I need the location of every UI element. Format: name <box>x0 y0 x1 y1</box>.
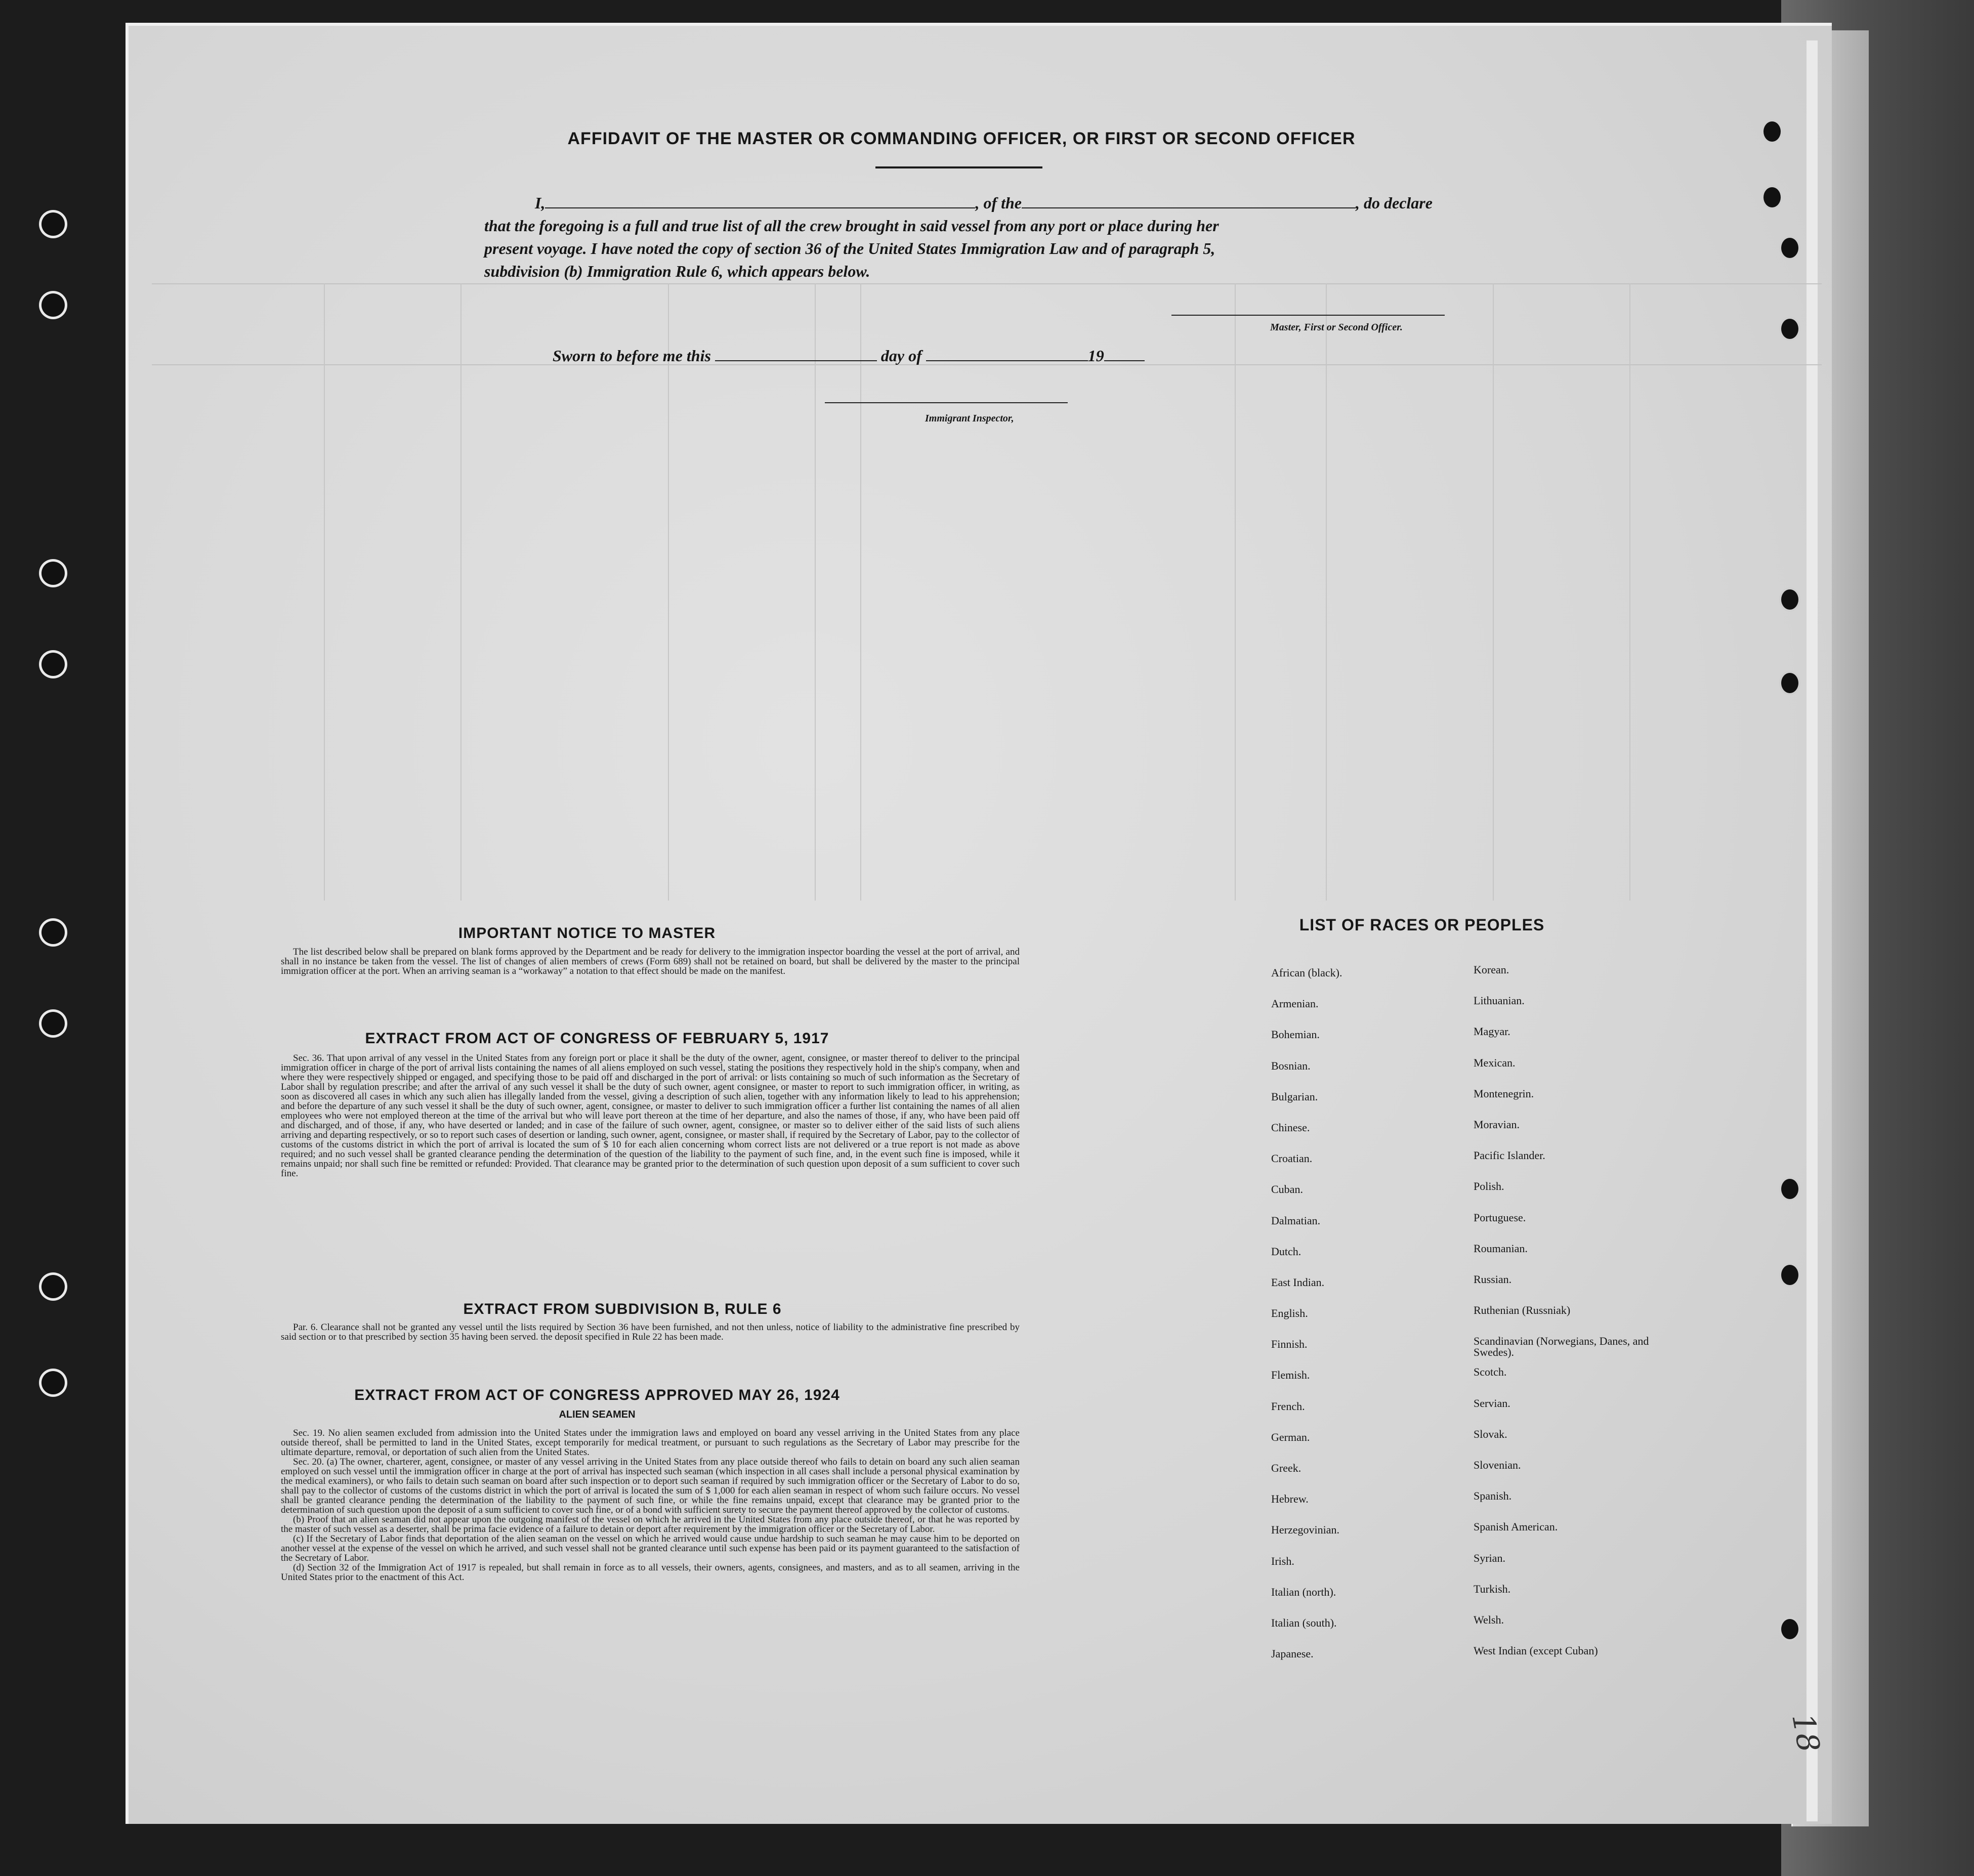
sworn-line <box>553 347 1145 365</box>
race-item: Chinese. <box>1271 1121 1310 1134</box>
race-item: Armenian. <box>1271 997 1319 1010</box>
race-item: Spanish. <box>1474 1489 1512 1503</box>
race-item: Pacific Islander. <box>1474 1149 1545 1162</box>
race-item: Flemish. <box>1271 1369 1310 1382</box>
race-item: Finnish. <box>1271 1338 1308 1351</box>
affidavit-declare-label: , do declare <box>1356 194 1433 212</box>
race-item: Italian (south). <box>1271 1616 1337 1629</box>
race-item: Welsh. <box>1474 1613 1504 1626</box>
day-of-label: day of <box>880 347 922 365</box>
sec-20c-paragraph: (c) If the Secretary of Labor finds that deportation of the alien seaman on the vessel on which he arrived would cause undue hardship to such seaman he may cause him to be deported on another vessel at the expense of the vessel on which he arrived, and such vessel shall not be granted clearance until such expense has been paid or its payment guaranteed to the satisfaction of the Secretary of Labor. <box>281 1533 1020 1563</box>
race-item: Italian (north). <box>1271 1585 1336 1598</box>
extract-1917-text <box>281 1053 1020 1178</box>
handwritten-page-number: 18 <box>1785 1711 1827 1755</box>
inspector-caption: Immigrant Inspector, <box>925 413 1014 424</box>
race-item: Hebrew. <box>1271 1493 1309 1506</box>
race-item: Portuguese. <box>1474 1211 1526 1224</box>
sworn-label: Sworn to before me this <box>553 347 711 365</box>
affidavit-i-label: I, <box>535 194 545 212</box>
year-blank <box>1104 360 1145 361</box>
notice-paragraph: The list described below shall be prepared on blank forms approved by the Department and be ready for delivery to the immigration inspector boarding the vessel at the port of arrival, and shall in no instance be taken from the vessel. The list of changes of alien members of crews (Form 689) shall not be retained on board, but shall be delivered by the master to the principal immigration officer at the port. When an arriving seaman is a “workaway” a notation to that effect should be made on the manifest. <box>281 947 1020 976</box>
race-item: Scandinavian (Norwegians, Danes, and Swedes). <box>1474 1335 1649 1359</box>
race-item: German. <box>1271 1430 1310 1443</box>
affidavit-line-4: subdivision (b) Immigration Rule 6, which appears below. <box>484 262 870 280</box>
affidavit-line-2: that the foregoing is a full and true list of all the crew brought in said vessel from any port or place during her <box>484 217 1219 235</box>
name-blank <box>545 207 975 208</box>
rule-6-title: EXTRACT FROM SUBDIVISION B, RULE 6 <box>463 1301 782 1317</box>
affidavit-line-3: present voyage. I have noted the copy of section 36 of the United States Immigration Law and of paragraph 5, <box>484 239 1215 258</box>
master-caption: Master, First or Second Officer. <box>1270 322 1403 333</box>
extract-1924-title: EXTRACT FROM ACT OF CONGRESS APPROVED MAY 26, 1924 <box>354 1387 840 1403</box>
race-item: Dutch. <box>1271 1245 1301 1258</box>
race-item: Scotch. <box>1474 1366 1507 1379</box>
race-item: Magyar. <box>1474 1025 1510 1038</box>
sec-20b-paragraph: (b) Proof that an alien seaman did not appear upon the outgoing manifest of the vessel on which he arrived in the United States from any place outside thereof, or that he was reported by the master of such vessel as a deserter, shall be prima facie evidence of a failure to detain or deport after requirement by the immigration officer or the Secretary of Labor. <box>281 1514 1020 1534</box>
extract-1917-title: EXTRACT FROM ACT OF CONGRESS OF FEBRUARY 5, 1917 <box>365 1030 829 1047</box>
races-right-column <box>1474 964 1656 1676</box>
races-title: LIST OF RACES OR PEOPLES <box>1299 916 1545 934</box>
races-left-column <box>1271 967 1342 1679</box>
vessel-blank <box>1022 207 1356 208</box>
race-item: Polish. <box>1474 1180 1504 1193</box>
race-item: Korean. <box>1474 963 1509 976</box>
race-item: Roumanian. <box>1474 1242 1528 1255</box>
race-item: Bosnian. <box>1271 1059 1311 1072</box>
sec-20d-paragraph: (d) Section 32 of the Immigration Act of 1917 is repealed, but shall remain in force as to all vessels, their owners, agents, consignees, and masters, and as to all seamen, arriving in the United States prior to the enactment of this Act. <box>281 1562 1020 1583</box>
affidavit-of-label: , of the <box>975 194 1022 212</box>
race-item: African (black). <box>1271 966 1342 979</box>
day-blank <box>715 360 877 361</box>
race-item: Montenegrin. <box>1474 1087 1534 1100</box>
race-item: Servian. <box>1474 1396 1510 1410</box>
race-item: Croatian. <box>1271 1152 1313 1165</box>
race-item: East Indian. <box>1271 1275 1325 1289</box>
rule-6-text <box>281 1323 1020 1342</box>
inspector-signature-line <box>825 402 1068 403</box>
race-item: Irish. <box>1271 1554 1294 1567</box>
extract-1917-paragraph: Sec. 36. That upon arrival of any vessel in the United States from any foreign port or place it shall be the duty of the owner, agent, consignee, or master thereof to deliver to the principal immigration officer in charge of the port of arrival lists containing the names of all aliens employed on such vessel, stating the positions they respectively hold in the ship's company, when and where they were respectively shipped or engaged, and specifying those to be paid off and discharged in the port of arrival: or lists containing so much of such information as the Secretary of Labor shall by regulation prescribe; and after the arrival of any such vessel it shall be the duty of such owner, agent consignee, or master to report to such immigration officer, in writing, as soon as discovered all cases in which any such alien has illegally landed from the vessel, giving a description of such alien, together with any information likely to lead to his apprehension; and before the departure of any such vessel it shall be the duty of such owner, agent, consignee, or master to deliver to such immigration officer a further list containing the names of all alien employees who were not employed thereon at the time of the arrival but who will leave port thereon at the time of her departure, and also the names of those, if any, who have been paid off and discharged, and of those, if any, who have deserted or landed; and in case of the failure of such owner, agent, consignee, or master so to deliver either of the said lists of such aliens arriving and departing respectively, or so to report such cases of desertion or landing, such owner, agent, consignee, or master shall, if required by the Secretary of Labor, pay to the collector of customs of the customs district in which the port of arrival is located the sum of $ 10 for each alien concerning whom correct lists are not delivered or a true report is not made as above required; and no such vessel shall be granted clearance pending the determination of the question of the liability to the payment of such fine, and, in the event such fine is imposed, while it remains unpaid; nor shall such fine be remitted or refunded: Provided. That clearance may be granted prior to the determination of such question upon deposit of a sum sufficient to cover such fine. <box>281 1053 1020 1179</box>
race-item: Bohemian. <box>1271 1028 1320 1041</box>
race-item: Turkish. <box>1474 1582 1511 1595</box>
race-item: West Indian (except Cuban) <box>1474 1644 1598 1657</box>
race-item: English. <box>1271 1307 1308 1320</box>
race-item: French. <box>1271 1399 1305 1413</box>
affidavit-line-1 <box>535 194 1433 212</box>
race-item: Japanese. <box>1271 1647 1314 1660</box>
sec-19-paragraph: Sec. 19. No alien seamen excluded from admission into the United States under the immigration laws and employed on board any vessel arriving in the United States from any place outside thereof, shall be permitted to land in the United States, except temporarily for medical treatment, or pursuant to such regulations as the Secretary of Labor may prescribe for the ultimate departure, removal, or deportation of such alien from the United States. <box>281 1428 1020 1458</box>
race-item: Ruthenian (Russniak) <box>1474 1304 1571 1317</box>
race-item: Lithuanian. <box>1474 994 1525 1007</box>
alien-seamen-subtitle: ALIEN SEAMEN <box>559 1409 636 1420</box>
affidavit-title: AFFIDAVIT OF THE MASTER OR COMMANDING OFFICER, OR FIRST OR SECOND OFFICER <box>567 129 1356 148</box>
race-item: Slovak. <box>1474 1427 1507 1440</box>
race-item: Greek. <box>1271 1462 1301 1474</box>
race-item: Moravian. <box>1474 1118 1520 1131</box>
month-blank <box>926 360 1088 361</box>
race-item: Bulgarian. <box>1271 1090 1318 1103</box>
race-item: Dalmatian. <box>1271 1214 1321 1227</box>
notice-text <box>281 947 1020 976</box>
rule-6-paragraph: Par. 6. Clearance shall not be granted any vessel until the lists required by Section 36 have been furnished, and not then unless, notice of liability to the administrative fine prescribed by said section or to that prescribed by section 35 having been served. the deposit specified in Rule 22 has been made. <box>281 1322 1020 1342</box>
race-item: Herzegovinian. <box>1271 1523 1339 1537</box>
race-item: Russian. <box>1474 1272 1512 1286</box>
race-item: Spanish American. <box>1474 1520 1558 1533</box>
race-item: Mexican. <box>1474 1056 1516 1069</box>
race-item: Cuban. <box>1271 1183 1303 1196</box>
notice-title: IMPORTANT NOTICE TO MASTER <box>458 925 716 942</box>
title-underline <box>875 166 1042 168</box>
master-signature-line <box>1171 315 1445 316</box>
race-item: Syrian. <box>1474 1551 1505 1564</box>
sec-20a-paragraph: Sec. 20. (a) The owner, charterer, agent, consignee, or master of any vessel arriving in the United States from any place outside thereof who fails to detain on board any such alien seaman employed on such vessel until the immigration officer in charge at the port of arrival has inspected such seaman (which inspection in all cases shall include a personal physical examination by the medical examiners), or who fails to detain such seaman on board after such inspection or to deport such seaman if required by such immigration officer or the Secretary of Labor to do so, shall pay to the collector of customs of the customs district in which the port of arrival is located the sum of $ 1,000 for each alien seaman in respect of whom such failure occurs. No vessel shall be granted clearance pending the determination of the liability to the payment of such fine, or while the fine remains unpaid, except that clearance may be granted prior to the determination of such question upon the deposit of a sum sufficient to cover such fine, or of a bond with sufficient surety to secure the payment thereof approved by the collector of customs. <box>281 1457 1020 1515</box>
race-item: Slovenian. <box>1474 1459 1521 1471</box>
extract-1924-text <box>281 1428 1020 1582</box>
year-label: 19 <box>1087 347 1104 365</box>
